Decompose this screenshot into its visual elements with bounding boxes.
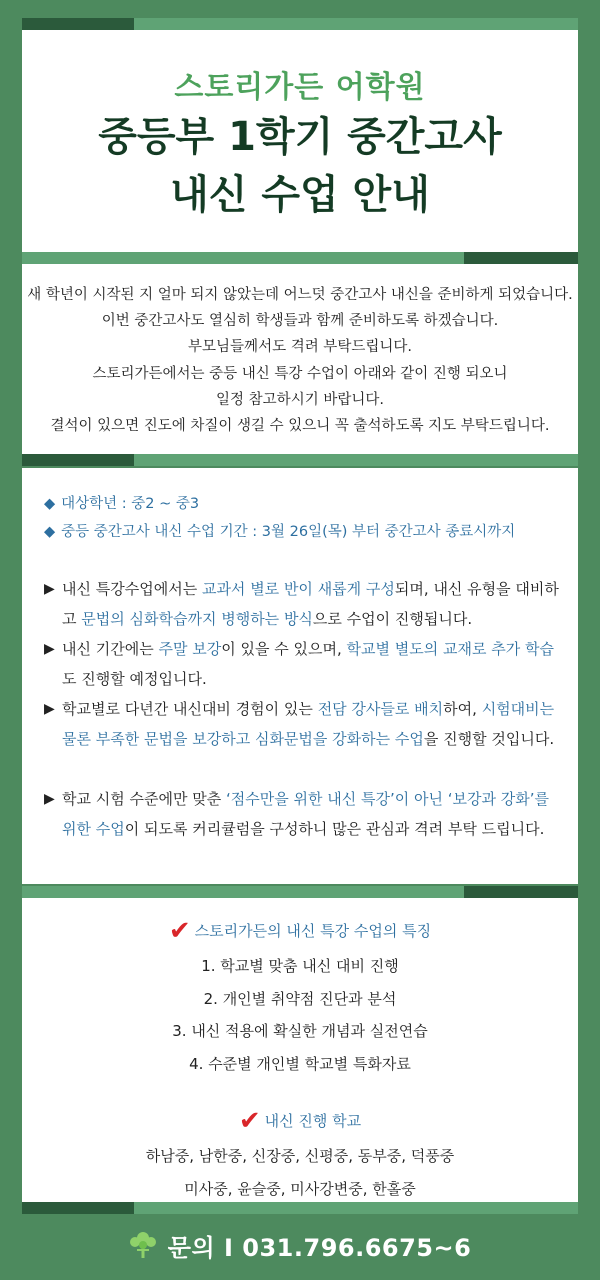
intro-panel bbox=[22, 264, 578, 454]
bullet-text: 이 되도록 커리큘럼을 구성하니 많은 관심과 격려 부탁 드립니다. bbox=[124, 820, 545, 838]
school-list-line: 미사중, 윤슬중, 미사강변중, 한홀중 bbox=[184, 1179, 416, 1198]
features-heading bbox=[22, 916, 578, 946]
bullet-text: 학교별로 다년간 내신대비 경험이 있는 bbox=[62, 700, 318, 718]
features-heading-text: 스토리가든의 내신 특강 수업의 특징 bbox=[194, 922, 432, 940]
bullet-item bbox=[44, 634, 564, 694]
checkmark-icon: ✔ bbox=[238, 1106, 261, 1136]
bullet-text: 하여, bbox=[443, 700, 482, 718]
intro-line: 이번 중간고사도 열심히 학생들과 함께 준비하도록 하겠습니다. bbox=[101, 313, 499, 330]
bullet-highlight: 전담 강사들로 배치 bbox=[317, 700, 444, 718]
feature-item: 3. 내신 적용에 확실한 개념과 실전연습 bbox=[172, 1022, 428, 1040]
bullet-highlight: 주말 보강 bbox=[158, 640, 222, 658]
bullet-text: 으로 수업이 진행됩니다. bbox=[312, 610, 473, 628]
contact-phone[interactable]: 문의 I 031.796.6675~6 bbox=[167, 1234, 472, 1262]
academy-name: 스토리가든 어학원 bbox=[174, 70, 426, 105]
bullet-highlight: 시험대비는 물론 부족한 문법을 보강하고 심화문법을 강화하는 수업 bbox=[62, 700, 555, 748]
intro-line: 새 학년이 시작된 지 얼마 되지 않았는데 어느덧 중간고사 내신을 준비하게 되었습니다. bbox=[27, 287, 573, 303]
intro-line: 결석이 있으면 진도에 차질이 생길 수 있으니 꼭 출석하도록 지도 부탁드립니다. bbox=[50, 418, 550, 435]
tree-logo-icon bbox=[129, 1229, 157, 1263]
bullet-text: 내신 기간에는 bbox=[62, 640, 159, 658]
details-panel bbox=[22, 468, 578, 884]
title-panel bbox=[22, 30, 578, 252]
contact-footer bbox=[0, 1228, 600, 1263]
divider-bar bbox=[22, 454, 578, 466]
checkmark-icon: ✔ bbox=[168, 916, 191, 946]
bullet-text: 내신 특강수업에서는 bbox=[62, 580, 202, 598]
bullet-highlight: ‘점수만을 위한 내신 특강’이 아닌 ‘보강과 강화’를 위한 수업 bbox=[62, 790, 549, 838]
diamond-bullet-icon: ◆ bbox=[44, 524, 56, 540]
triangle-bullet-icon: ▶ bbox=[44, 791, 55, 807]
intro-line: 부모님들께서도 격려 부탁드립니다. bbox=[188, 339, 412, 356]
bullet-text: 도 진행할 예정입니다. bbox=[62, 670, 207, 688]
bullet-text: 되며, 내신 유형을 대비하고 bbox=[62, 580, 559, 628]
target-grade-line bbox=[44, 492, 199, 513]
bullet-highlight: 문법의 심화학습까지 병행하는 방식 bbox=[81, 610, 313, 628]
bullet-text: 학교 시험 수준에만 맞춘 bbox=[62, 790, 226, 808]
triangle-bullet-icon: ▶ bbox=[44, 701, 55, 717]
bullet-item bbox=[44, 784, 564, 844]
triangle-bullet-icon: ▶ bbox=[44, 581, 55, 597]
feature-item: 4. 수준별 개인별 학교별 특화자료 bbox=[189, 1054, 411, 1073]
divider-bar bbox=[22, 1202, 578, 1214]
page-title-line-1: 중등부 1학기 중간고사 bbox=[98, 114, 502, 160]
triangle-bullet-icon: ▶ bbox=[44, 641, 55, 657]
divider-bar bbox=[22, 886, 578, 898]
target-grade-text: 대상학년 : 중2 ~ 중3 bbox=[61, 496, 200, 512]
feature-item: 2. 개인별 취약점 진단과 분석 bbox=[203, 989, 397, 1008]
intro-line: 일정 참고하시기 바랍니다. bbox=[216, 391, 384, 408]
schools-heading-text: 내신 진행 학교 bbox=[264, 1112, 362, 1130]
page-title-line-2: 내신 수업 안내 bbox=[170, 172, 430, 218]
divider-bar bbox=[22, 252, 578, 264]
bullet-item bbox=[44, 694, 564, 754]
schools-heading bbox=[22, 1106, 578, 1136]
bullet-text: 을 진행할 것입니다. bbox=[423, 730, 555, 748]
bullet-item bbox=[44, 574, 564, 634]
school-list-line: 하남중, 남한중, 신장중, 신평중, 동부중, 덕풍중 bbox=[145, 1147, 455, 1165]
bullet-text: 이 있을 수 있으며, bbox=[221, 640, 347, 658]
intro-line: 스토리가든에서는 중등 내신 특강 수업이 아래와 같이 진행 되오니 bbox=[92, 365, 508, 382]
diamond-bullet-icon: ◆ bbox=[44, 496, 56, 512]
feature-item: 1. 학교별 맞춤 내신 대비 진행 bbox=[201, 957, 399, 975]
class-period-text: 중등 중간고사 내신 수업 기간 : 3월 26일(목) 부터 중간고사 종료시까지 bbox=[61, 524, 516, 540]
top-bar bbox=[22, 18, 578, 30]
features-panel bbox=[22, 898, 578, 1202]
bullet-highlight: 교과서 별로 반이 새롭게 구성 bbox=[201, 580, 395, 598]
class-period-line bbox=[44, 520, 515, 541]
bullet-highlight: 학교별 별도의 교재로 추가 학습 bbox=[346, 640, 554, 658]
